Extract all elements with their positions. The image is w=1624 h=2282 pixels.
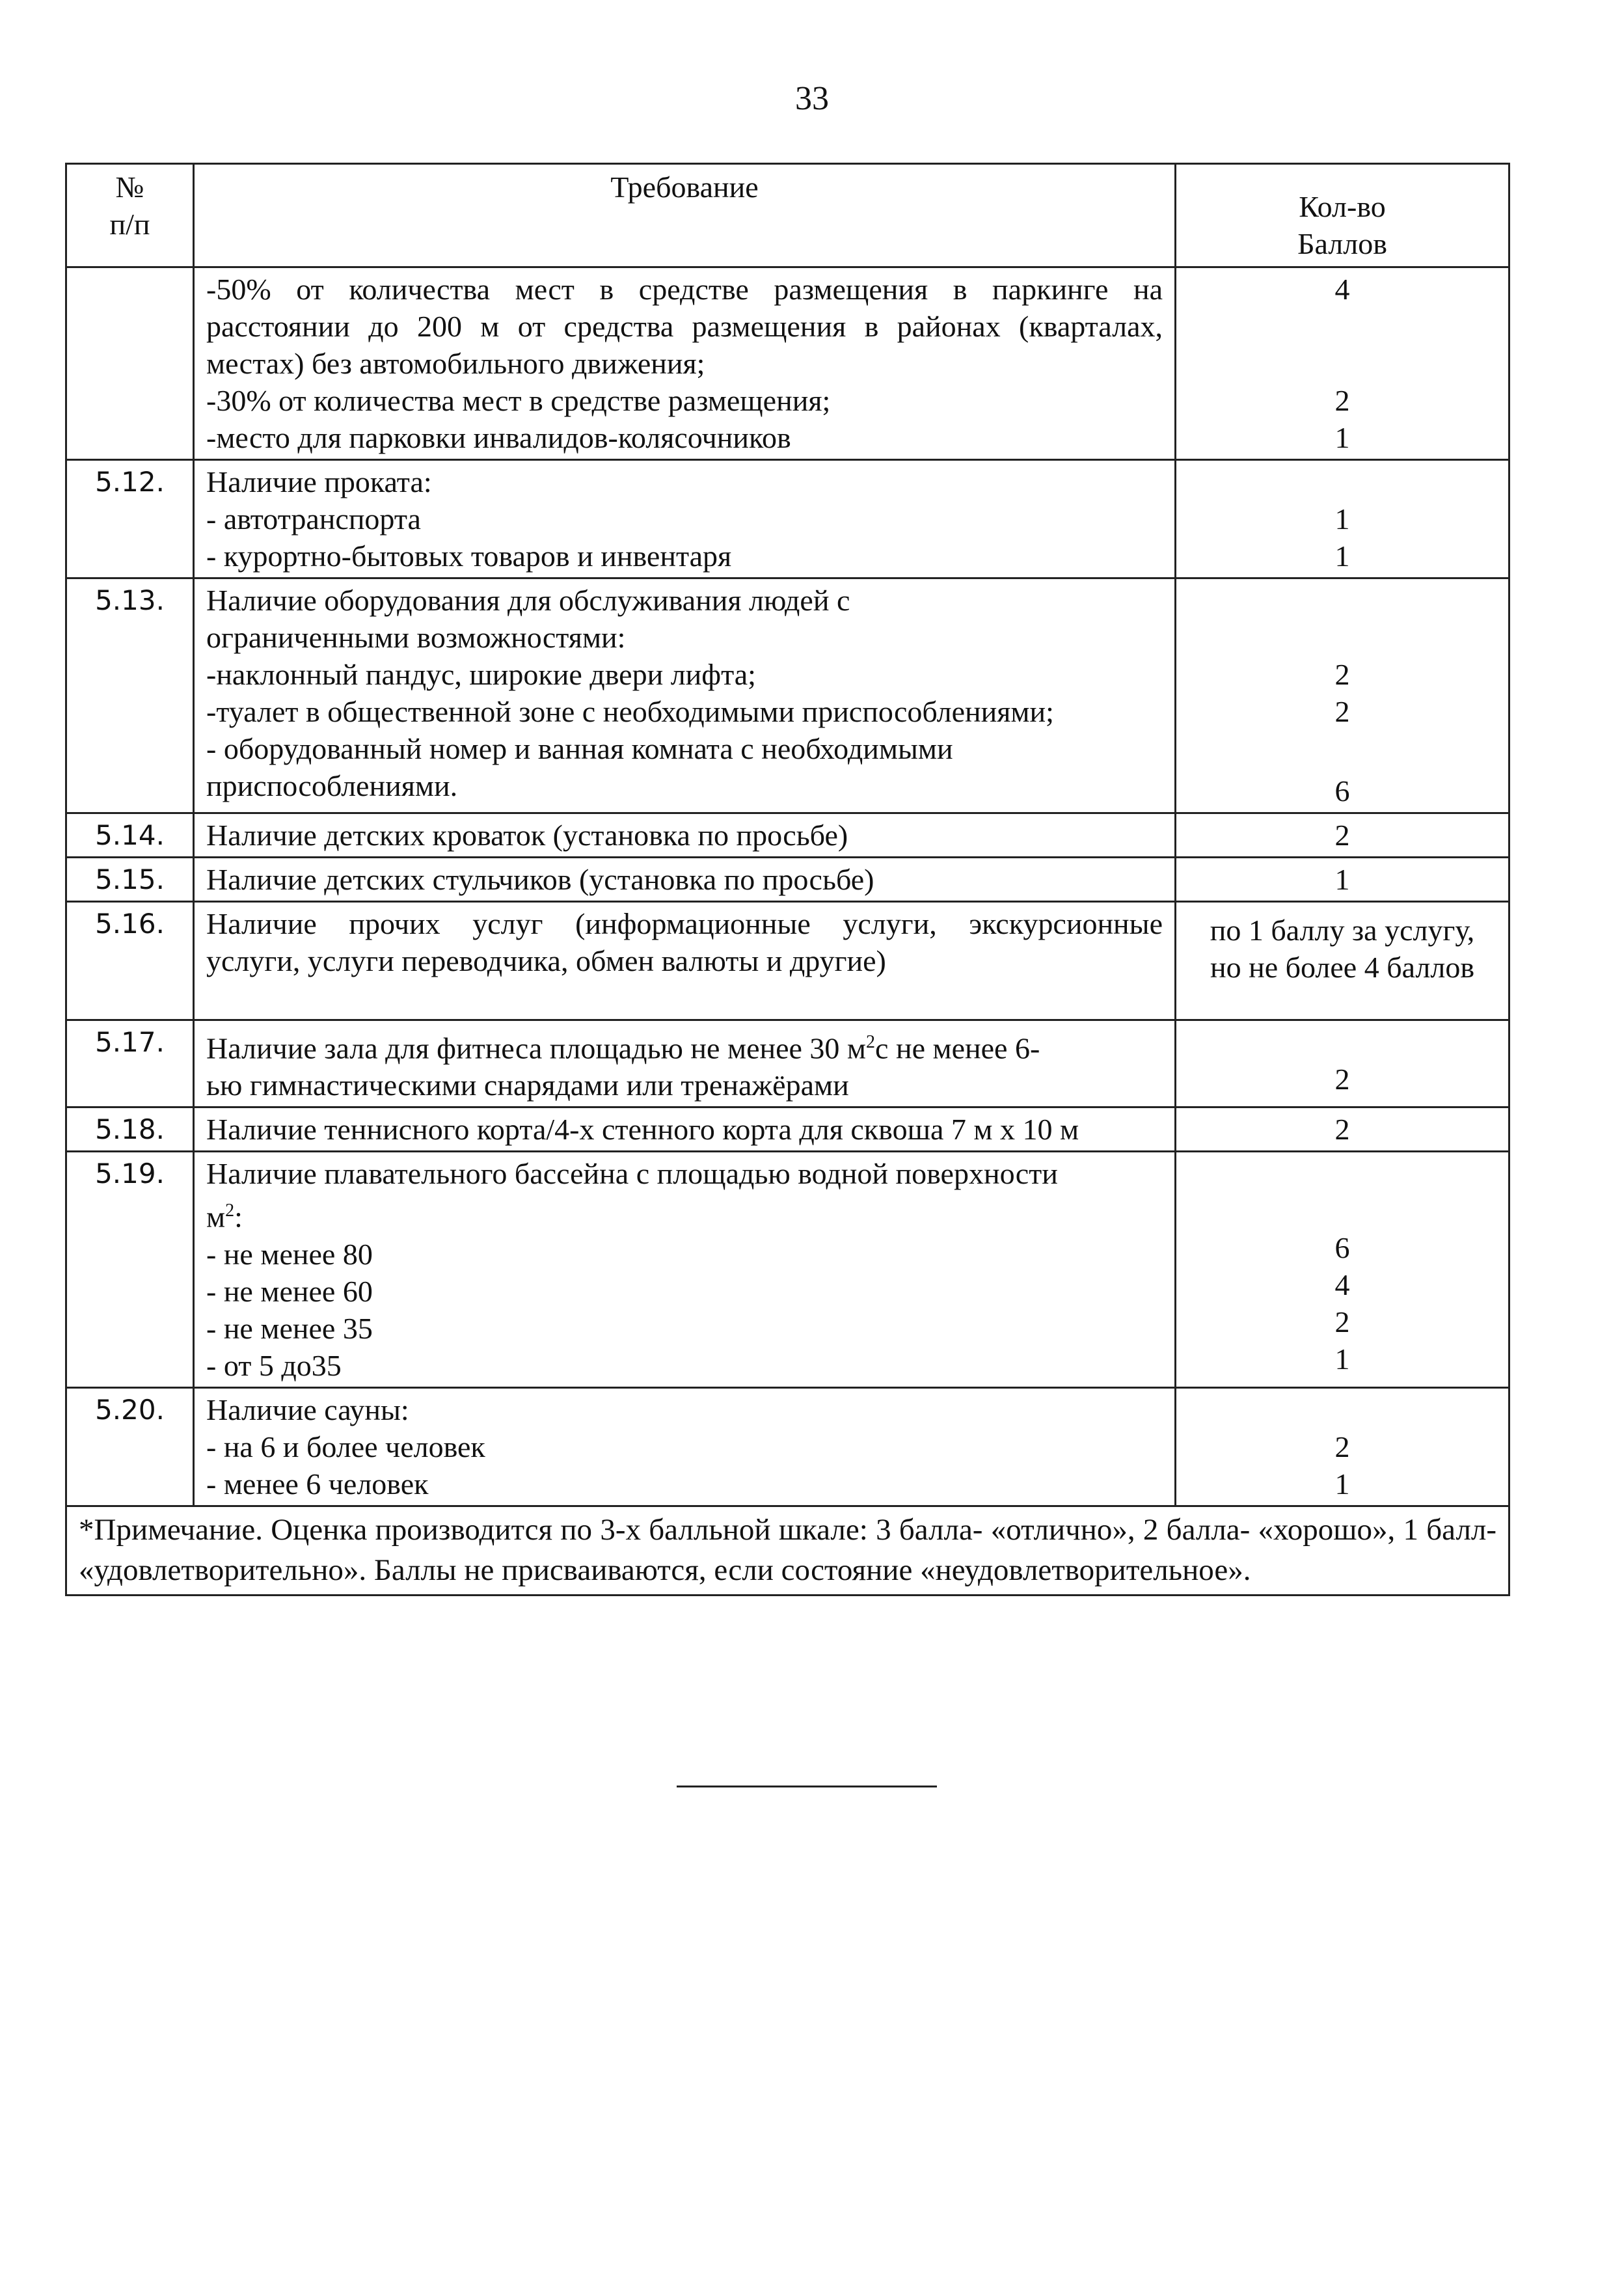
requirement-line: ью гимнастическими снарядами или тренажёрами xyxy=(206,1068,849,1102)
table-header-row xyxy=(66,164,1509,267)
row-number: 5.16. xyxy=(66,902,194,1020)
requirement-line: ограниченными возможностями: xyxy=(206,621,626,654)
requirement-line: - не менее 60 xyxy=(206,1274,373,1308)
requirement-line: -30% от количества мест в средстве размещения; xyxy=(206,384,831,417)
table-row xyxy=(66,1020,1509,1107)
table-row xyxy=(66,578,1509,813)
requirement-line: - курортно-бытовых товаров и инвентаря xyxy=(206,539,732,573)
requirement-line: - не менее 35 xyxy=(206,1311,373,1345)
row-requirement xyxy=(194,902,1176,1020)
requirement-line: -50% от количества мест в средстве размещения в паркинге на xyxy=(206,273,1163,306)
table-row xyxy=(66,902,1509,1020)
table-row xyxy=(66,1107,1509,1152)
requirement-line: расстоянии до 200 м от средства размещения в районах (кварталах, xyxy=(206,310,1163,343)
header-points-line1: Кол-во xyxy=(1299,190,1386,223)
points-value: 1 xyxy=(1334,539,1350,573)
row-requirement xyxy=(194,460,1176,578)
points-value: 2 xyxy=(1334,695,1350,728)
row-points: 2 xyxy=(1176,813,1509,858)
points-value: 1 xyxy=(1334,421,1350,454)
requirement-line: $м^2$: xyxy=(206,1200,243,1234)
row-points xyxy=(1176,1387,1509,1506)
row-requirement xyxy=(194,1387,1176,1506)
row-number: 5.18. xyxy=(66,1107,194,1152)
requirements-table xyxy=(65,163,1510,1596)
row-number: 5.14. xyxy=(66,813,194,858)
row-points: 2 xyxy=(1176,1107,1509,1152)
row-points xyxy=(1176,1152,1509,1387)
points-value: по 1 баллу за услугу, xyxy=(1210,914,1475,947)
requirement-line: приспособлениями. xyxy=(206,769,458,802)
requirement-line: Наличие плавательного бассейна с площадью водной поверхности xyxy=(206,1157,1058,1191)
points-value: 4 xyxy=(1334,273,1350,306)
points-value: 2 xyxy=(1334,1063,1350,1096)
requirement-line: Наличие проката: xyxy=(206,465,432,498)
row-number: 5.15. xyxy=(66,858,194,902)
header-number-symbol: № xyxy=(115,170,144,204)
note-row xyxy=(66,1506,1509,1595)
table-row xyxy=(66,858,1509,902)
points-value: 1 xyxy=(1334,502,1350,536)
table-row xyxy=(66,460,1509,578)
header-points-line2: Баллов xyxy=(1297,227,1387,260)
row-requirement xyxy=(194,1020,1176,1107)
row-number: 5.13. xyxy=(66,578,194,813)
requirement-line: -туалет в общественной зоне с необходимыми приспособлениями; xyxy=(206,695,1054,728)
requirement-line: местах) без автомобильного движения; xyxy=(206,347,705,380)
points-value: 6 xyxy=(1334,1231,1350,1265)
points-value: но не более 4 баллов xyxy=(1210,951,1475,984)
points-value: 1 xyxy=(1334,1467,1350,1501)
requirement-line: - от 5 до35 xyxy=(206,1348,342,1382)
table-note: *Примечание. Оценка производится по 3-х балльной шкале: 3 балла- «отлично», 2 балла- «хорошо», 1 балл- «удовлетворительно». Баллы не присваиваются, если состояние «неудовлетворительное». xyxy=(66,1506,1509,1595)
table-row xyxy=(66,1152,1509,1387)
row-points xyxy=(1176,460,1509,578)
page-number: 33 xyxy=(795,80,829,117)
requirement-line: -место для парковки инвалидов-колясочников xyxy=(206,421,791,454)
requirement-line: Наличие прочих услуг (информационные услуги, экскурсионные xyxy=(206,907,1163,940)
requirement-line: - на 6 и более человек xyxy=(206,1430,485,1463)
row-points: 1 xyxy=(1176,858,1509,902)
row-number xyxy=(66,267,194,460)
row-number: 5.20. xyxy=(66,1387,194,1506)
closing-rule xyxy=(677,1786,937,1787)
header-points xyxy=(1176,164,1509,267)
points-value: 4 xyxy=(1334,1268,1350,1302)
requirement-line: Наличие оборудования для обслуживания людей с xyxy=(206,584,850,617)
requirement-line: -наклонный пандус, широкие двери лифта; xyxy=(206,658,756,691)
row-number: 5.17. xyxy=(66,1020,194,1107)
requirement-line: - не менее 80 xyxy=(206,1237,373,1271)
requirement-line: услуги, услуги переводчика, обмен валюты и другие) xyxy=(206,944,886,977)
row-requirement xyxy=(194,1152,1176,1387)
row-requirement xyxy=(194,578,1176,813)
requirement-line: Наличие сауны: xyxy=(206,1392,409,1426)
points-value: 2 xyxy=(1334,1430,1350,1463)
header-number xyxy=(66,164,194,267)
table-row xyxy=(66,267,1509,460)
points-value: 2 xyxy=(1334,384,1350,417)
points-value: 1 xyxy=(1334,1342,1350,1376)
row-points xyxy=(1176,1020,1509,1107)
row-requirement xyxy=(194,267,1176,460)
row-number: 5.19. xyxy=(66,1152,194,1387)
row-points xyxy=(1176,267,1509,460)
points-value: 2 xyxy=(1334,658,1350,691)
header-requirement: Требование xyxy=(194,164,1176,267)
points-value: 6 xyxy=(1334,774,1350,808)
row-requirement: Наличие детских стульчиков (установка по просьбе) xyxy=(194,858,1176,902)
requirement-line: - менее 6 человек xyxy=(206,1467,429,1501)
row-requirement: Наличие детских кроваток (установка по просьбе) xyxy=(194,813,1176,858)
row-number: 5.12. xyxy=(66,460,194,578)
requirement-line: Наличие зала для фитнеса площадью не менее 30 $м^2с$ не менее 6- xyxy=(206,1031,1040,1065)
table-row xyxy=(66,813,1509,858)
table-row xyxy=(66,1387,1509,1506)
requirement-line: - автотранспорта xyxy=(206,502,421,536)
row-points xyxy=(1176,578,1509,813)
requirement-line: - оборудованный номер и ванная комната с необходимыми xyxy=(206,732,953,765)
row-points xyxy=(1176,902,1509,1020)
row-requirement: Наличие теннисного корта/4-х стенного корта для сквоша 7 м х 10 м xyxy=(194,1107,1176,1152)
header-number-label: п/п xyxy=(109,208,150,241)
points-value: 2 xyxy=(1334,1305,1350,1339)
